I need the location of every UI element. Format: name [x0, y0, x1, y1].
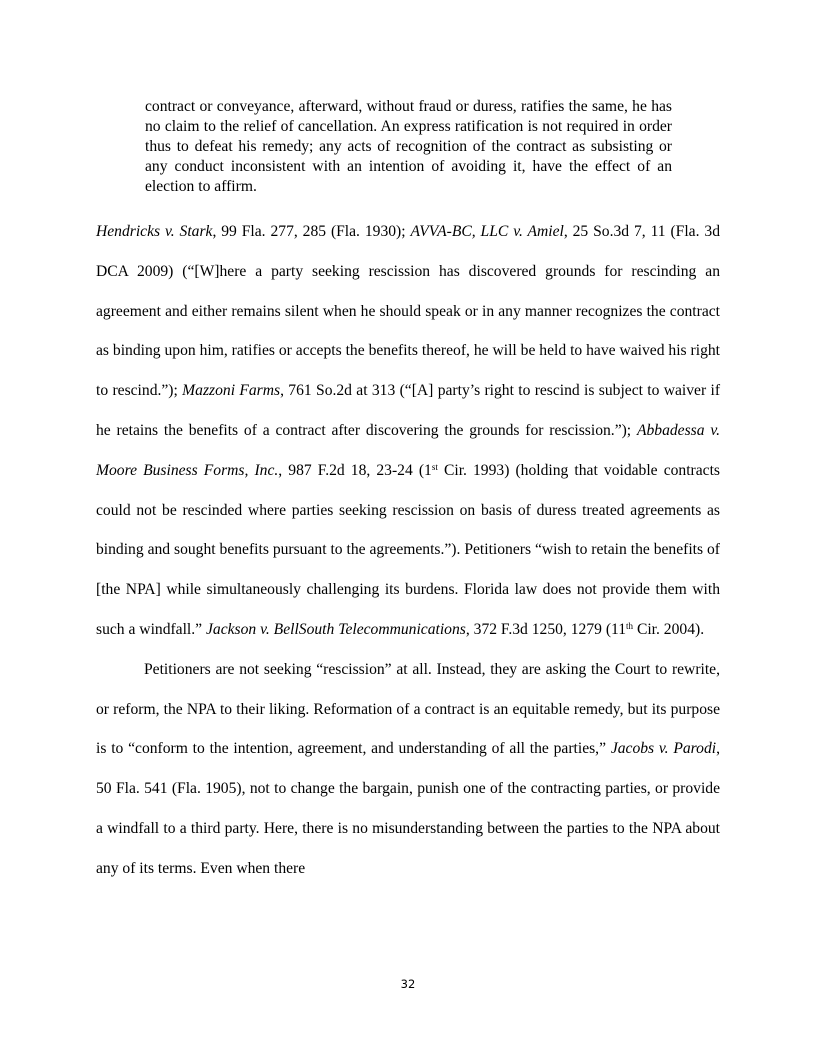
citation: , 987 F.2d 18, 23-24 (1: [278, 461, 432, 479]
paragraph-text: , 50 Fla. 541 (Fla. 1905), not to change the bargain, punish one of the contracting parties, or provide a windfall to a third party. Here, there is no misunderstanding between the parties to the NPA about any of its terms. Even when there: [96, 740, 721, 877]
citation: , 25 So.3d 7, 11 (Fla. 3d DCA 2009) (“[W]here a party seeking rescission has discovered grounds for rescinding an agreement and either remains silent when he should speak or in any manner recognizes the contract as binding upon him, ratifies or accepts the benefits thereof, he will be held to have waived his right to rescind.”);: [96, 223, 720, 400]
ordinal-superscript: th: [626, 620, 634, 631]
paragraph-reformation: [96, 650, 720, 889]
citation: , 99 Fla. 277, 285 (Fla. 1930);: [212, 223, 411, 240]
case-name: Jacobs v. Parodi: [610, 740, 717, 758]
case-name: Abbadessa v. Moore Business Forms, Inc.: [96, 421, 720, 479]
body-text: [96, 212, 720, 889]
citation: Cir. 2004).: [633, 620, 705, 638]
ordinal-superscript: st: [431, 461, 438, 472]
case-name: Hendricks v. Stark: [96, 223, 213, 240]
paragraph-citations: [96, 212, 720, 650]
case-name: Jackson v. BellSouth Telecommunications: [206, 620, 466, 638]
block-quote: contract or conveyance, afterward, without fraud or duress, ratifies the same, he has no claim to the relief of cancellation. An express ratification is not required in order thus to defeat his remedy; any acts of recognition of the contract as subsisting or any conduct inconsistent with an intention of avoiding it, have the effect of an election to affirm.: [145, 98, 672, 195]
case-name: AVVA-BC, LLC v. Amiel: [410, 223, 564, 240]
citation: , 372 F.3d 1250, 1279 (11: [465, 620, 627, 638]
case-name: Mazzoni Farms: [182, 382, 281, 400]
citation: , 761 So.2d at 313 (“[A] party’s right to rescind is subject to waiver if he retains the benefits of a contract after discovering the grounds for rescission.”);: [96, 382, 721, 439]
paragraph-text: Petitioners are not seeking “rescission” at all. Instead, they are asking the Court to rewrite, or reform, the NPA to their liking. Reformation of a contract is an equitable remedy, but its purpose is to “conform to the intention, agreement, and understanding of all the parties,”: [96, 660, 720, 758]
page-number: 32: [400, 977, 416, 991]
citation: Cir. 1993) (holding that voidable contracts could not be rescinded where parties seeking rescission on basis of duress treated agreements as binding and sought benefits pursuant to the agreements.”). Petitioners “wish to retain the benefits of [the NPA] while simultaneously challenging its burdens. Florida law does not provide them with such a windfall.”: [96, 461, 720, 638]
